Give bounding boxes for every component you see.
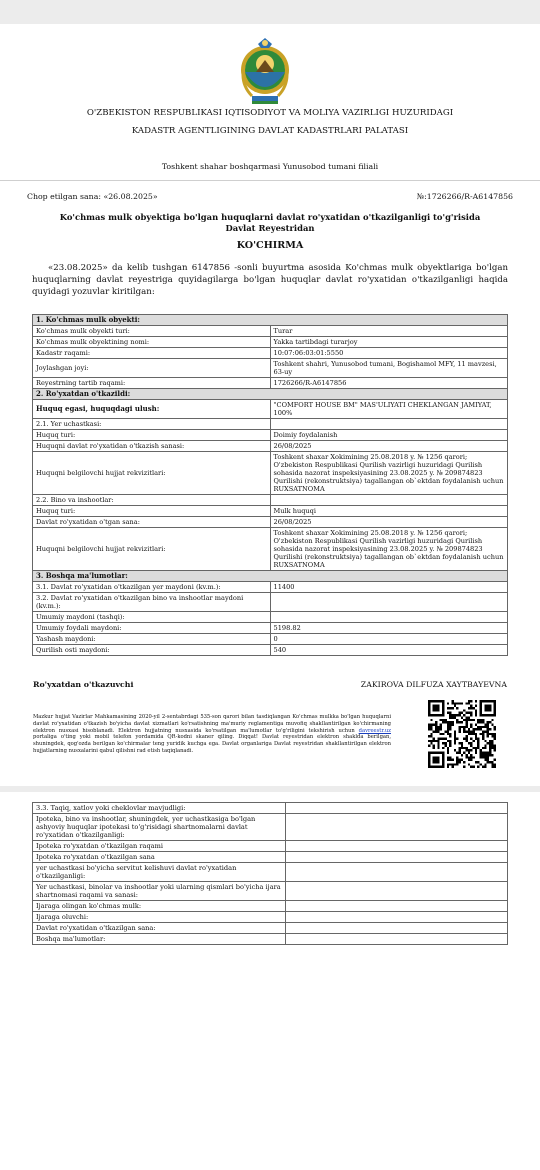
table-row [33, 582, 508, 593]
table-row [33, 634, 508, 645]
row-value [286, 814, 508, 841]
section-title: 1. Ko'chmas mulk obyekti: [33, 315, 508, 326]
row-label: 3.3. Taqiq, xatlov yoki cheklovlar mavjudligi: [33, 803, 286, 814]
row-label: Ipoteka ro'yxatdan o'tkazilgan sana [33, 852, 286, 863]
state-emblem-icon [236, 36, 294, 108]
row-label: Huquq turi: [33, 506, 271, 517]
header-divider [0, 180, 540, 181]
row-value [286, 912, 508, 923]
row-value: Mulk huquqi [270, 506, 508, 517]
row-label: Ko'chmas mulk obyekti turi: [33, 326, 271, 337]
section-title: 2. Ro'yxatdan o'tkazildi: [33, 389, 508, 400]
row-value: 540 [270, 645, 508, 656]
row-value: 26/08/2025 [270, 517, 508, 528]
row-label: Ipoteka ro'yxatdan o'tkazilgan raqami [33, 841, 286, 852]
row-label: 2.1. Yer uchastkasi: [33, 419, 271, 430]
row-value [286, 934, 508, 945]
row-value: Toshkent shaxar Xokimining 25.08.2018 y. № 1256 qarori; O'zbekiston Respublikasi Qurilish vazirligi huzuridagi Qurilish sohasida nazorat inspeksiyasining 23.08.2025 y. № 209874823 Qurilishi (rekonstruktsiya) tagallangan ob`ektdan foydalanish uchun RUXSATNOMA [270, 528, 508, 571]
row-label: Ko'chmas mulk obyektining nomi: [33, 337, 271, 348]
org-line-1: O'ZBEKISTON RESPUBLIKASI IQTISODIYOT VA MOLIYA VAZIRLIGI HUZURIDAGI [86, 108, 454, 118]
document-page-2 [0, 792, 540, 1170]
table-row [33, 645, 508, 656]
row-label: Huquq turi: [33, 430, 271, 441]
row-value: Yakka tartibdagi turarjoy [270, 337, 508, 348]
row-label: Yashash maydoni: [33, 634, 271, 645]
row-value [270, 612, 508, 623]
org-line-2: KADASTR AGENTLIGINING DAVLAT KADASTRLARI PALATASI [131, 126, 409, 136]
table-row [33, 814, 508, 841]
table-row [33, 400, 508, 419]
table-row [33, 882, 508, 901]
row-value: 1726266/R-A6147856 [270, 378, 508, 389]
section-title: 3. Boshqa ma'lumotlar: [33, 571, 508, 582]
row-label: Umumiy maydoni (tashqi): [33, 612, 271, 623]
row-value: 11400 [270, 582, 508, 593]
table-row [33, 337, 508, 348]
table-row [33, 863, 508, 882]
table-row [33, 430, 508, 441]
table-row [33, 612, 508, 623]
table-row [33, 803, 508, 814]
row-value [270, 495, 508, 506]
portal-link[interactable]: davreestr.uz [358, 727, 391, 734]
row-label: Joylashgan joyi: [33, 359, 271, 378]
branch-name: Toshkent shahar boshqarmasi Yunusobod tumani filiali [161, 162, 379, 171]
row-value [286, 901, 508, 912]
table-row [33, 901, 508, 912]
table-row [33, 359, 508, 378]
registrar-label: Ro'yxatdan o'tkazuvchi [33, 680, 134, 689]
row-value [270, 593, 508, 612]
row-label: 2.2. Bino va inshootlar: [33, 495, 271, 506]
row-label: Yer uchastkasi, binolar va inshootlar yoki ularning qismlari bo'yicha ijara shartnomasi raqami va sanasi: [33, 882, 286, 901]
row-label: 3.2. Davlat ro'yxatidan o'tkazilgan bino va inshootlar maydoni (kv.m.): [33, 593, 271, 612]
print-date: Chop etilgan sana: «26.08.2025» [27, 192, 158, 201]
table-row [33, 934, 508, 945]
registrar-name: ZAKIROVA DILFUZA XAYTBAYEVNA [360, 680, 507, 689]
document-title: Ko'chmas mulk obyektiga bo'lgan huquqlarni davlat ro'yxatidan o'tkazilganligi to'g'risida Davlat Reyestridan [59, 212, 481, 233]
row-value: 10:07:06:03:01:5550 [270, 348, 508, 359]
row-value: Doimiy foydalanish [270, 430, 508, 441]
section-header [33, 389, 508, 400]
table-row [33, 419, 508, 430]
legal-notice [33, 714, 391, 755]
table-row [33, 623, 508, 634]
row-label: Umumiy foydali maydoni: [33, 623, 271, 634]
row-value: Toshkent shahri, Yunusobod tumani, Bogishamol MFY, 11 mavzesi, 63-uy [270, 359, 508, 378]
table-row [33, 923, 508, 934]
registry-table [32, 314, 508, 656]
row-value: Turar [270, 326, 508, 337]
table-row [33, 912, 508, 923]
table-row [33, 348, 508, 359]
table-row [33, 528, 508, 571]
row-value [286, 882, 508, 901]
row-label: Reyestrning tartib raqami: [33, 378, 271, 389]
table-row [33, 452, 508, 495]
table-row [33, 495, 508, 506]
row-value: 5198.82 [270, 623, 508, 634]
document-number: №:1726266/R-A6147856 [416, 192, 513, 201]
qr-code-icon[interactable] [428, 700, 496, 768]
row-label: Huquqni davlat ro'yxatidan o'tkazish sanasi: [33, 441, 271, 452]
row-label: Qurilish osti maydoni: [33, 645, 271, 656]
row-value [286, 841, 508, 852]
row-value: 26/08/2025 [270, 441, 508, 452]
row-label: Davlat ro'yxatidan o'tkazilgan sana: [33, 923, 286, 934]
table-row [33, 326, 508, 337]
row-value [286, 803, 508, 814]
section-header [33, 571, 508, 582]
row-label: Huquqni belgilovchi hujjat rekvizitlari: [33, 528, 271, 571]
section-header [33, 315, 508, 326]
table-row [33, 593, 508, 612]
row-value: Toshkent shaxar Xokimining 25.08.2018 y. № 1256 qarori; O'zbekiston Respublikasi Qurilish vazirligi huzuridagi Qurilish sohasida nazorat inspeksiyasining 23.08.2025 y. № 209874823 Qurilishi (rekonstruktsiya) tagallangan ob`ektdan foydalanish uchun RUXSATNOMA [270, 452, 508, 495]
row-label: Ijaraga olingan ko'chmas mulk: [33, 901, 286, 912]
table-row [33, 378, 508, 389]
row-label: 3.1. Davlat ro'yxatidan o'tkazilgan yer maydoni (kv.m.): [33, 582, 271, 593]
document-subtitle: KO'CHIRMA [236, 240, 304, 251]
encumbrance-table [32, 802, 508, 945]
row-label: Huquqni belgilovchi hujjat rekvizitlari: [33, 452, 271, 495]
table-row [33, 506, 508, 517]
row-label: Ipoteka, bino va inshootlar, shuningdek, yer uchastkasiga bo'lgan ashyoviy huquqlar ipotekasi to'g'risidagi shartnomalarni davlat ro'yxatidan o'tkazilganligi: [33, 814, 286, 841]
table-row [33, 852, 508, 863]
row-label: Boshqa ma'lumotlar: [33, 934, 286, 945]
table-row [33, 441, 508, 452]
row-label: yer uchastkasi bo'yicha servitut kelishuvi davlat ro'yxatidan o'tkazilganligi: [33, 863, 286, 882]
legal-notice-text-2: portaliga o'ting yoki mobil telefon yordamida QR-kodni skaner qiling. Diqqat! Davlat reyestridan elektron shaklda berilgan, shuningdek, qog'ozda berilgan ko'chirmalar teng yuridik kuchga ega. Davlat organlariga Davlat reyestridan shakllantirilgan elektron hujjatlarning nusxalarini qabul qilishni rad etish taqiqlanadi. [33, 734, 391, 754]
row-label: Huquq egasi, huquqdagi ulush: [33, 400, 271, 419]
table-row [33, 841, 508, 852]
row-label: Kadastr raqami: [33, 348, 271, 359]
document-page-1 [0, 24, 540, 786]
row-value [286, 863, 508, 882]
row-value [286, 852, 508, 863]
legal-notice-text: Mazkur hujjat Vazirlar Mahkamasining 2020-yil 2-sentabrdagi 535-son qarori bilan tasdiqlangan Ko'chmas mulkka bo'lgan huquqlarni davlat ro'yxatidan o'tkazish bo'yicha davlat xizmatlari ko'rsatishning ma'muriy reglamentiga muvofiq shakllantirilgan ko'chirmaning elektron nusxasi hisoblanadi. Elektron hujjatning nusxasida ko'rsatilgan ma'lumotlar to'g'riligini tekshirish uchun [33, 714, 391, 734]
row-value [270, 419, 508, 430]
row-value: "COMFORT HOUSE BM" MAS'ULIYATI CHEKLANGAN JAMIYAT, 100% [270, 400, 508, 419]
row-label: Davlat ro'yxatidan o'tgan sana: [33, 517, 271, 528]
intro-paragraph: «23.08.2025» da kelib tushgan 6147856 -sonli buyurtma asosida Ko'chmas mulk obyektlariga bo'lgan huquqlarning davlat reyestriga quyidagilarga bo'lgan huquqlar davlat ro'yxatidan o'tkazilganligi haqida quyidagi yozuvlar kiritilgan: [32, 263, 508, 297]
table-row [33, 517, 508, 528]
row-value: 0 [270, 634, 508, 645]
row-value [286, 923, 508, 934]
row-label: Ijaraga oluvchi: [33, 912, 286, 923]
